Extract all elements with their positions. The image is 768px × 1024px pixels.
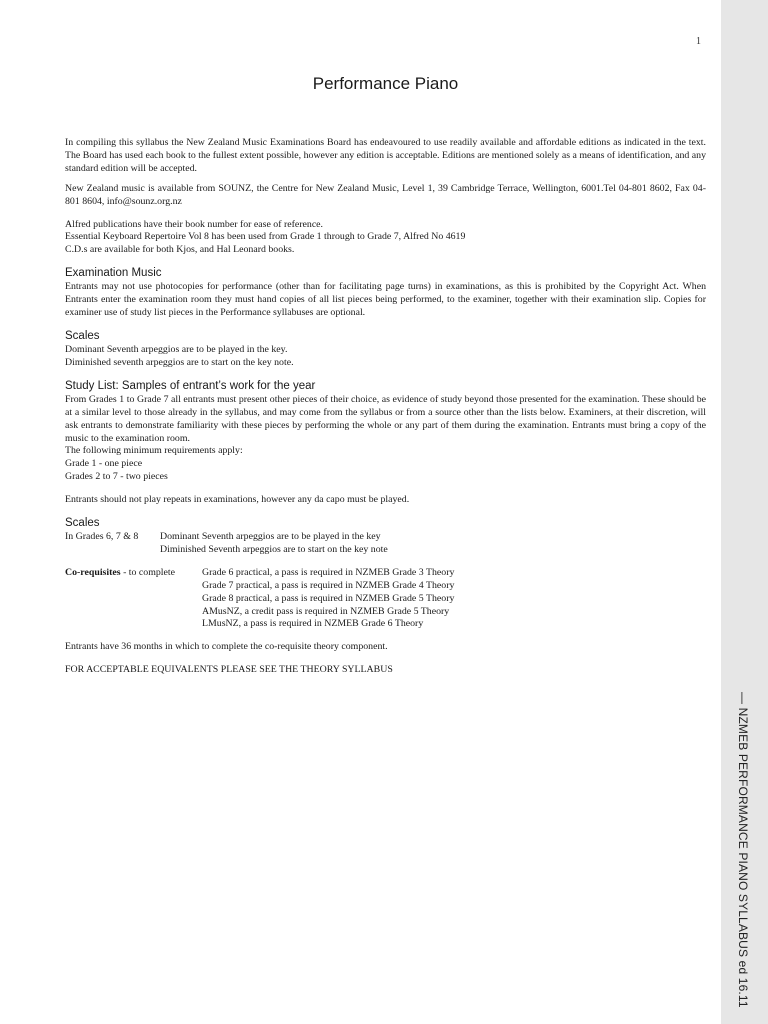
study-list-line: The following minimum requirements apply: [65, 445, 243, 457]
sounz-paragraph: New Zealand music is available from SOUNZ, the Centre for New Zealand Music, Level 1, 39 Cambridge Terrace, Wellington, 6001.Tel 04-801 8602, Fax 04-801 8604, info@sounz.org.nz [65, 182, 706, 207]
scales-grades-list [160, 531, 388, 557]
scales-grades-line: Dominant Seventh arpeggios are to be played in the key [160, 531, 381, 543]
exam-music-paragraph: Entrants may not use photocopies for performance (other than for facilitating page turns) in examinations, as this is prohibited by the Copyright Act. When Entrants enter the examination room they must hand copies of all list pieces being performed, to the examiner, together with their examination slip. Copies for examiner use of study list pieces in the Performance syllabuses are optional. [65, 281, 706, 319]
alfred-block [65, 219, 706, 258]
alfred-line: Essential Keyboard Repertoire Vol 8 has been used from Grade 1 through to Grade 7, Alfred No 4619 [65, 231, 466, 243]
sidebar-syllabus-label: — NZMEB PERFORMANCE PIANO SYLLABUS ed 16.11 [736, 692, 750, 1008]
corequisites-label [65, 567, 202, 632]
section-heading-scales-2: Scales [65, 517, 100, 530]
intro-paragraph: In compiling this syllabus the New Zealand Music Examinations Board has endeavoured to use readily available and affordable editions as indicated in the text. The Board has used each book to the fullest extent possible, however any edition is acceptable. Editions are mentioned solely as a means of identification, and any standard edition will be accepted. [65, 137, 706, 174]
corequisites-label-bold: Co-requisites [65, 566, 121, 578]
corequisite-item: Grade 6 practical, a pass is required in NZMEB Grade 3 Theory [202, 566, 455, 578]
corequisites-row [65, 567, 706, 632]
study-list-paragraph: From Grades 1 to Grade 7 all entrants must present other pieces of their choice, as evidence of study beyond those presented for the examination. These should be at a similar level to those already in the syllabus, and may come from the syllabus or from a source other than the lists below. Examiners, at their discretion, will ask entrants to demonstrate familiarity with these pieces by performing the whole or any part of them during the examination. Entrants must bring a copy of the music to the examination room. [65, 393, 706, 444]
document-body [65, 137, 706, 677]
equivalents-notice: FOR ACCEPTABLE EQUIVALENTS PLEASE SEE THE THEORY SYLLABUS [65, 664, 393, 676]
section-heading-scales: Scales [65, 329, 100, 342]
repeats-paragraph: Entrants should not play repeats in examinations, however any da capo must be played. [65, 494, 410, 506]
corequisite-item: Grade 7 practical, a pass is required in NZMEB Grade 4 Theory [202, 579, 455, 591]
scales-grades-row [65, 531, 706, 557]
scales-line: Diminished seventh arpeggios are to start on the key note. [65, 356, 294, 368]
corequisites-list [202, 567, 454, 632]
scales-grades-label: In Grades 6, 7 & 8 [65, 531, 139, 543]
corequisites-label-rest: - to complete [120, 566, 176, 578]
corequisite-item: AMusNZ, a credit pass is required in NZMEB Grade 5 Theory [202, 605, 450, 617]
study-list-line: Grade 1 - one piece [65, 458, 143, 470]
page-number: 1 [696, 36, 701, 47]
alfred-line: Alfred publications have their book number for ease of reference. [65, 218, 324, 230]
scales-grades-line: Diminished Seventh arpeggios are to start on the key note [160, 543, 388, 555]
study-list-line: Grades 2 to 7 - two pieces [65, 471, 168, 483]
section-heading-exam-music: Examination Music [65, 267, 162, 280]
alfred-line: C.D.s are available for both Kjos, and Hal Leonard books. [65, 244, 295, 256]
section-heading-study-list: Study List: Samples of entrant’s work for the year [65, 379, 316, 392]
months-paragraph: Entrants have 36 months in which to complete the co-requisite theory component. [65, 641, 388, 653]
corequisite-item: LMusNZ, a pass is required in NZMEB Grade 6 Theory [202, 618, 424, 630]
corequisite-item: Grade 8 practical, a pass is required in NZMEB Grade 5 Theory [202, 592, 455, 604]
scales-line: Dominant Seventh arpeggios are to be played in the key. [65, 343, 288, 355]
page-title: Performance Piano [312, 74, 459, 93]
